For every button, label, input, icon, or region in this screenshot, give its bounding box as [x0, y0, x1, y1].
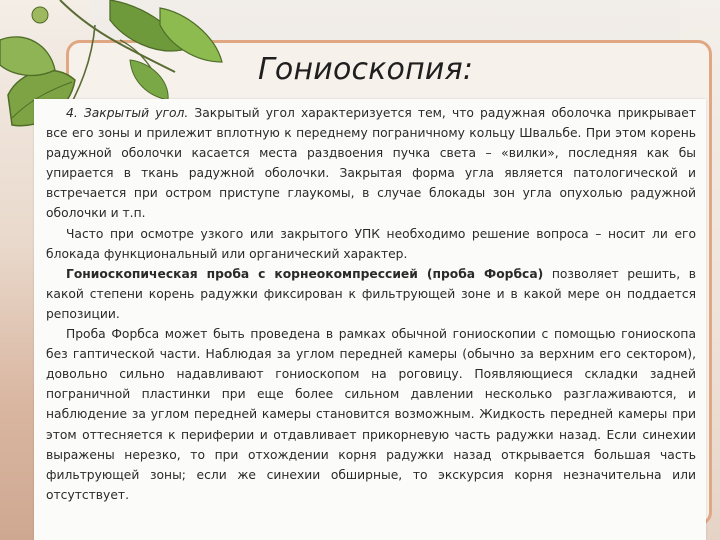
- paragraph-closed-angle: [46, 103, 696, 224]
- body-text: [34, 99, 706, 505]
- forbes-test-term: Гониоскопическая проба с корнеокомпрессией (проба Форбса): [66, 266, 544, 281]
- forbes-test-text: позволяет решить, в какой степени корень радужки фиксирован к фильтрующей зоне и в какой мере он поддается репозиции.: [46, 266, 696, 321]
- paragraph-forbes-test: [46, 264, 696, 324]
- paragraph-forbes-procedure: Проба Форбса может быть проведена в рамках обычной гониоскопии с помощью гониоскопа без гаптической части. Наблюдая за углом передней камеры (обычно за верхним его сектором), довольно сильно надавливают гониоскопом на роговицу. Появляющиеся складки задней пограничной пластинки при еще более сильном давлении несколько разглаживаются, и наблюдение за углом передней камеры становится возможным. Жидкость передней камеры при этом оттесняется к периферии и отдавливает прикорневую часть радужки назад. Если синехии выражены нерезко, то при отхождении корня радужки назад открывается большая часть фильтрующей зоны; если же синехии обширные, то экскурсия корня незначительна или отсутствует.: [46, 327, 696, 502]
- paragraph-blockade-question: Часто при осмотре узкого или закрытого УПК необходимо решение вопроса – носит ли его блокада функциональный или органический характер.: [46, 226, 696, 261]
- slide-title: Гониоскопия:: [258, 52, 474, 87]
- text-panel: [34, 99, 706, 540]
- closed-angle-text: Закрытый угол характеризуется тем, что радужная оболочка прикрывает все его зоны и прилежит вплотную к переднему пограничному кольцу Швальбе. При этом корень радужной оболочки касается места раздвоения пучка света – «вилки», последняя как бы упирается в ткань радужной оболочки. Закрытая форма угла является патологической и встречается при остром приступе глаукомы, в случае блокады зон угла опухолью радужной оболочки и т.п.: [46, 106, 696, 221]
- closed-angle-heading: 4. Закрытый угол.: [66, 106, 189, 120]
